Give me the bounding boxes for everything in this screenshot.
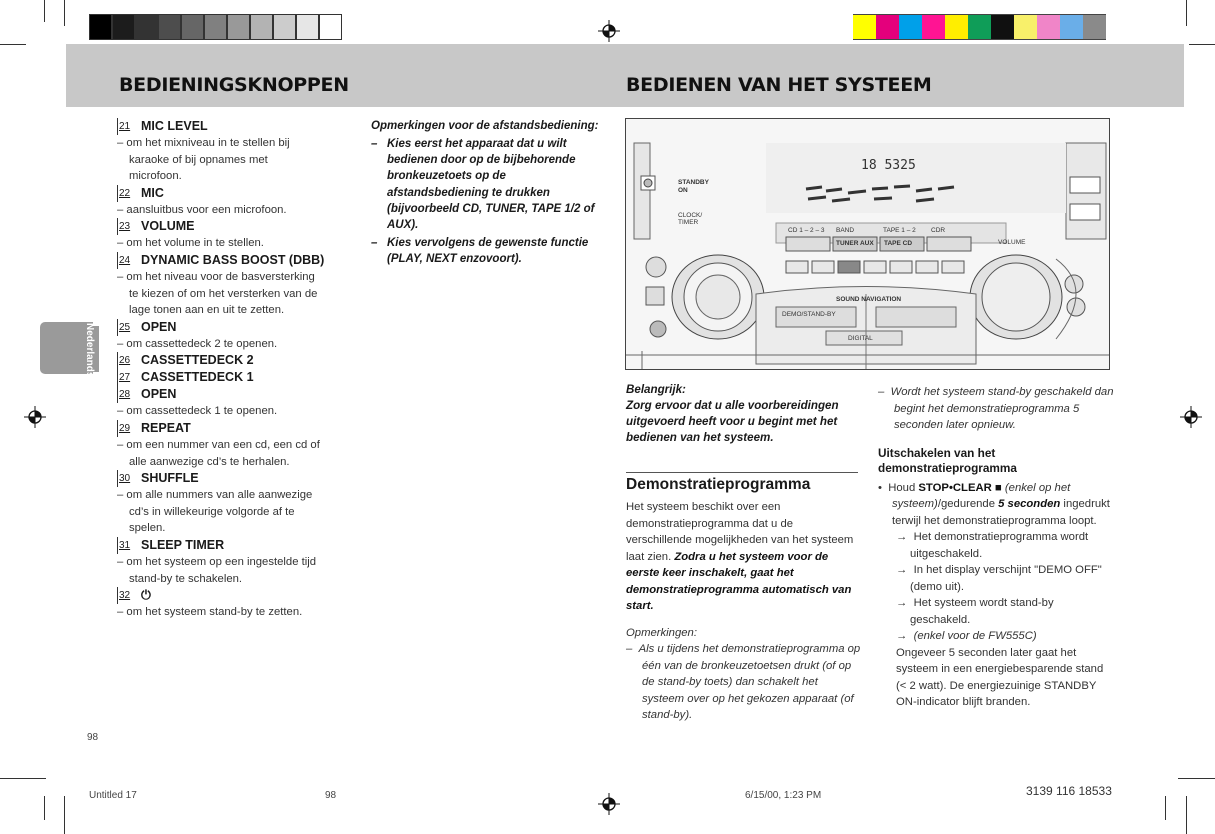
control-item-heading xyxy=(117,319,352,336)
control-number: 31 xyxy=(117,537,133,554)
control-description-line: – aansluitbus voor een microfoon. xyxy=(117,203,287,216)
control-title: CASSETTEDECK 1 xyxy=(141,370,254,385)
control-item-heading xyxy=(117,369,352,386)
control-number: 21 xyxy=(117,118,133,135)
figure-label-tuner-aux: TUNER AUX xyxy=(836,240,874,247)
demo-heading: Demonstratieprogramma xyxy=(626,476,811,493)
control-number: 25 xyxy=(117,319,133,336)
hold-instruction: • Houd STOP•CLEAR ■ (enkel op het systeem)/gedurende 5 seconden ingedrukt terwijl het demonstratieprogramma loopt. xyxy=(878,481,1110,527)
color-swatch xyxy=(319,14,342,40)
important-text: Zorg ervoor dat u alle voorbereidingen uitgevoerd heeft voor u begint met het bedienen van het systeem. xyxy=(626,399,839,444)
control-title: OPEN xyxy=(141,387,177,402)
control-item-heading xyxy=(117,118,352,135)
demo-body-bold: Zodra u het systeem voor de eerste keer inschakelt, gaat het demonstratieprogramma automatisch van start. xyxy=(626,550,852,612)
figure-label-on: ON xyxy=(678,187,688,194)
remote-notes-title: Opmerkingen voor de afstandsbediening: xyxy=(371,120,599,132)
result-item: → Het demonstratieprogramma wordt uitgeschakeld. xyxy=(896,531,1089,560)
color-swatch xyxy=(922,14,945,40)
color-swatch xyxy=(853,14,876,40)
control-description-line: – om het systeem stand-by te zetten. xyxy=(117,606,303,619)
important-label: Belangrijk: xyxy=(626,383,686,396)
control-description xyxy=(117,135,352,185)
demo-notes-label: Opmerkingen: xyxy=(626,626,697,639)
fw-note: → (enkel voor de FW555C) xyxy=(896,630,1037,642)
control-description-line: stand-by te schakelen. xyxy=(129,572,243,585)
control-description xyxy=(117,437,352,470)
color-swatch xyxy=(227,14,250,40)
control-title: OPEN xyxy=(141,319,177,334)
control-description-line: alle aanwezige cd’s te herhalen. xyxy=(129,455,290,468)
control-description xyxy=(117,202,352,219)
control-description xyxy=(117,269,352,319)
figure-label-demo: DEMO/STAND-BY xyxy=(782,311,836,318)
control-item-heading xyxy=(117,470,352,487)
page-number: 98 xyxy=(87,732,99,743)
footer-filename: Untitled 17 xyxy=(89,790,137,801)
control-title: REPEAT xyxy=(141,420,191,435)
control-number: 28 xyxy=(117,386,133,403)
figure-label-timer: TIMER xyxy=(678,219,699,226)
crop-mark xyxy=(1186,0,1187,26)
demo-off-section xyxy=(878,384,1114,711)
control-title: VOLUME xyxy=(141,219,195,234)
figure-label-digital: DIGITAL xyxy=(848,335,873,342)
control-description-line: spelen. xyxy=(129,522,166,535)
product-code: 3139 116 18533 xyxy=(1026,784,1112,798)
control-title: MIC LEVEL xyxy=(141,119,208,133)
important-note xyxy=(626,382,866,446)
remote-notes xyxy=(371,118,601,268)
color-swatch xyxy=(250,14,273,40)
control-number: 29 xyxy=(117,420,133,437)
color-swatch xyxy=(968,14,991,40)
control-description-line: – om alle nummers van alle aanwezige xyxy=(117,489,313,502)
registration-mark-icon xyxy=(1180,406,1202,428)
control-description-line: – om cassettedeck 2 te openen. xyxy=(117,337,278,350)
control-item-heading xyxy=(117,185,352,202)
color-swatch xyxy=(945,14,968,40)
color-swatches xyxy=(853,14,1106,40)
control-description-line: – om het niveau voor de basversterking xyxy=(117,270,315,283)
control-number: 26 xyxy=(117,352,133,369)
control-description-line: – om cassettedeck 1 te openen. xyxy=(117,405,278,418)
control-description-line: microfoon. xyxy=(129,170,182,183)
control-item-heading xyxy=(117,352,352,369)
color-swatch xyxy=(89,14,112,40)
control-description xyxy=(117,336,352,353)
color-swatch xyxy=(876,14,899,40)
crop-mark xyxy=(0,44,26,45)
figure-label-standby: STANDBY xyxy=(678,179,709,186)
footer-page: 98 xyxy=(325,790,337,801)
control-item-heading xyxy=(117,252,352,269)
figure-label-cdr: CDR xyxy=(931,227,946,234)
left-section-title: BEDIENINGSKNOPPEN xyxy=(119,74,349,96)
control-description-line: cd’s in willekeurige volgorde af te xyxy=(129,505,295,518)
figure-label-tape-cd: TAPE CD xyxy=(884,240,913,247)
control-description xyxy=(117,403,352,420)
control-number: 32 xyxy=(117,587,133,604)
color-swatch xyxy=(135,14,158,40)
standby-note: – Wordt het systeem stand-by geschakeld dan begint het demonstratieprogramma 5 seconden later opnieuw. xyxy=(878,386,1114,431)
control-title: SLEEP TIMER xyxy=(141,537,225,552)
figure-label-band: BAND xyxy=(836,227,855,234)
control-description-line: te kiezen of om het versterken van de xyxy=(129,287,318,300)
control-item-heading xyxy=(117,587,352,604)
demo-section xyxy=(626,476,862,724)
color-swatch xyxy=(991,14,1014,40)
control-title: DYNAMIC BASS BOOST (DBB) xyxy=(141,252,325,267)
svg-text:18 5325: 18 5325 xyxy=(861,158,916,173)
color-swatch xyxy=(181,14,204,40)
registration-mark-icon xyxy=(24,406,46,428)
color-swatch xyxy=(273,14,296,40)
control-number: 22 xyxy=(117,185,133,202)
control-number: 27 xyxy=(117,369,133,386)
control-item-heading xyxy=(117,218,352,235)
color-swatch xyxy=(1060,14,1083,40)
result-item: → In het display verschijnt "DEMO OFF" (demo uit). xyxy=(896,564,1102,593)
crop-mark xyxy=(44,0,45,22)
section-divider xyxy=(626,472,858,473)
crop-mark xyxy=(0,778,46,779)
color-swatch xyxy=(899,14,922,40)
language-tab-label: Nederlands xyxy=(84,323,95,378)
remote-note-item: – Kies eerst het apparaat dat u wilt bedienen door op de bijbehorende bronkeuzetoets op de afstandsbediening te drukken (bijvoorbeeld CD, TUNER, TAPE 1/2 of AUX). xyxy=(371,138,595,232)
right-section-title: BEDIENEN VAN HET SYSTEEM xyxy=(626,74,932,96)
control-item-heading xyxy=(117,537,352,554)
remote-note-item: – Kies vervolgens de gewenste functie (PLAY, NEXT enzovoort). xyxy=(371,237,589,266)
control-description xyxy=(117,554,352,587)
controls-list xyxy=(117,118,352,621)
control-title: CASSETTEDECK 2 xyxy=(141,353,254,368)
fw-text: Ongeveer 5 seconden later gaat het systeem in een energiebesparende stand (< 2 watt). De energiezuinige STANDBY ON-indicator blijft branden. xyxy=(896,646,1104,708)
figure-label-tape: TAPE 1 – 2 xyxy=(883,227,916,234)
crop-mark xyxy=(64,796,65,834)
control-title: ⏻ xyxy=(141,588,151,603)
grayscale-swatches xyxy=(89,14,342,40)
control-description-line: – om het systeem op een ingestelde tijd xyxy=(117,555,317,568)
control-description-line: – om een nummer van een cd, een cd of xyxy=(117,438,320,451)
control-description xyxy=(117,604,352,621)
control-number: 30 xyxy=(117,470,133,487)
figure-label-volume: VOLUME xyxy=(998,239,1026,246)
crop-mark xyxy=(44,796,45,820)
color-swatch xyxy=(1014,14,1037,40)
color-swatch xyxy=(158,14,181,40)
figure-label-sound-nav: SOUND NAVIGATION xyxy=(836,296,902,303)
control-title: SHUFFLE xyxy=(141,471,199,486)
control-number: 24 xyxy=(117,252,133,269)
control-title: MIC xyxy=(141,185,164,200)
device-illustration xyxy=(625,118,1110,370)
control-description-line: lage tonen aan en uit te zetten. xyxy=(129,304,285,317)
color-swatch xyxy=(1037,14,1060,40)
control-description-line: – om het volume in te stellen. xyxy=(117,237,264,250)
crop-mark xyxy=(64,0,65,26)
registration-mark-icon xyxy=(598,793,620,815)
result-item: → Het systeem wordt stand-by geschakeld. xyxy=(896,597,1054,626)
control-description xyxy=(117,235,352,252)
demo-body-plain: Het systeem beschikt over een demonstratieprogramma dat u de verschillende mogelijkheden van het systeem laat zien. xyxy=(626,501,854,563)
color-swatch xyxy=(1083,14,1106,40)
footer-date: 6/15/00, 1:23 PM xyxy=(745,790,822,801)
control-description-line: karaoke of bij opnames met xyxy=(129,153,268,166)
demo-note: – Als u tijdens het demonstratieprogramma op één van de bronkeuzetoetsen drukt (of op de stand-by toets) dan schakelt het systeem over op het gekozen apparaat (of stand-by). xyxy=(626,643,861,721)
control-item-heading xyxy=(117,386,352,403)
demo-off-heading: Uitschakelen van het demonstratieprogramma xyxy=(878,445,1017,475)
control-number: 23 xyxy=(117,218,133,235)
crop-mark xyxy=(1186,796,1187,834)
crop-mark xyxy=(1178,778,1215,779)
color-swatch xyxy=(112,14,135,40)
control-description xyxy=(117,487,352,537)
figure-label-clock: CLOCK/ xyxy=(678,212,703,219)
registration-mark-icon xyxy=(598,20,620,42)
demo-body xyxy=(626,499,862,615)
figure-label-cd: CD 1 – 2 – 3 xyxy=(788,227,825,234)
crop-mark xyxy=(1165,796,1166,820)
color-swatch xyxy=(204,14,227,40)
control-item-heading xyxy=(117,420,352,437)
color-swatch xyxy=(296,14,319,40)
crop-mark xyxy=(1189,44,1215,45)
control-description-line: – om het mixniveau in te stellen bij xyxy=(117,137,290,149)
